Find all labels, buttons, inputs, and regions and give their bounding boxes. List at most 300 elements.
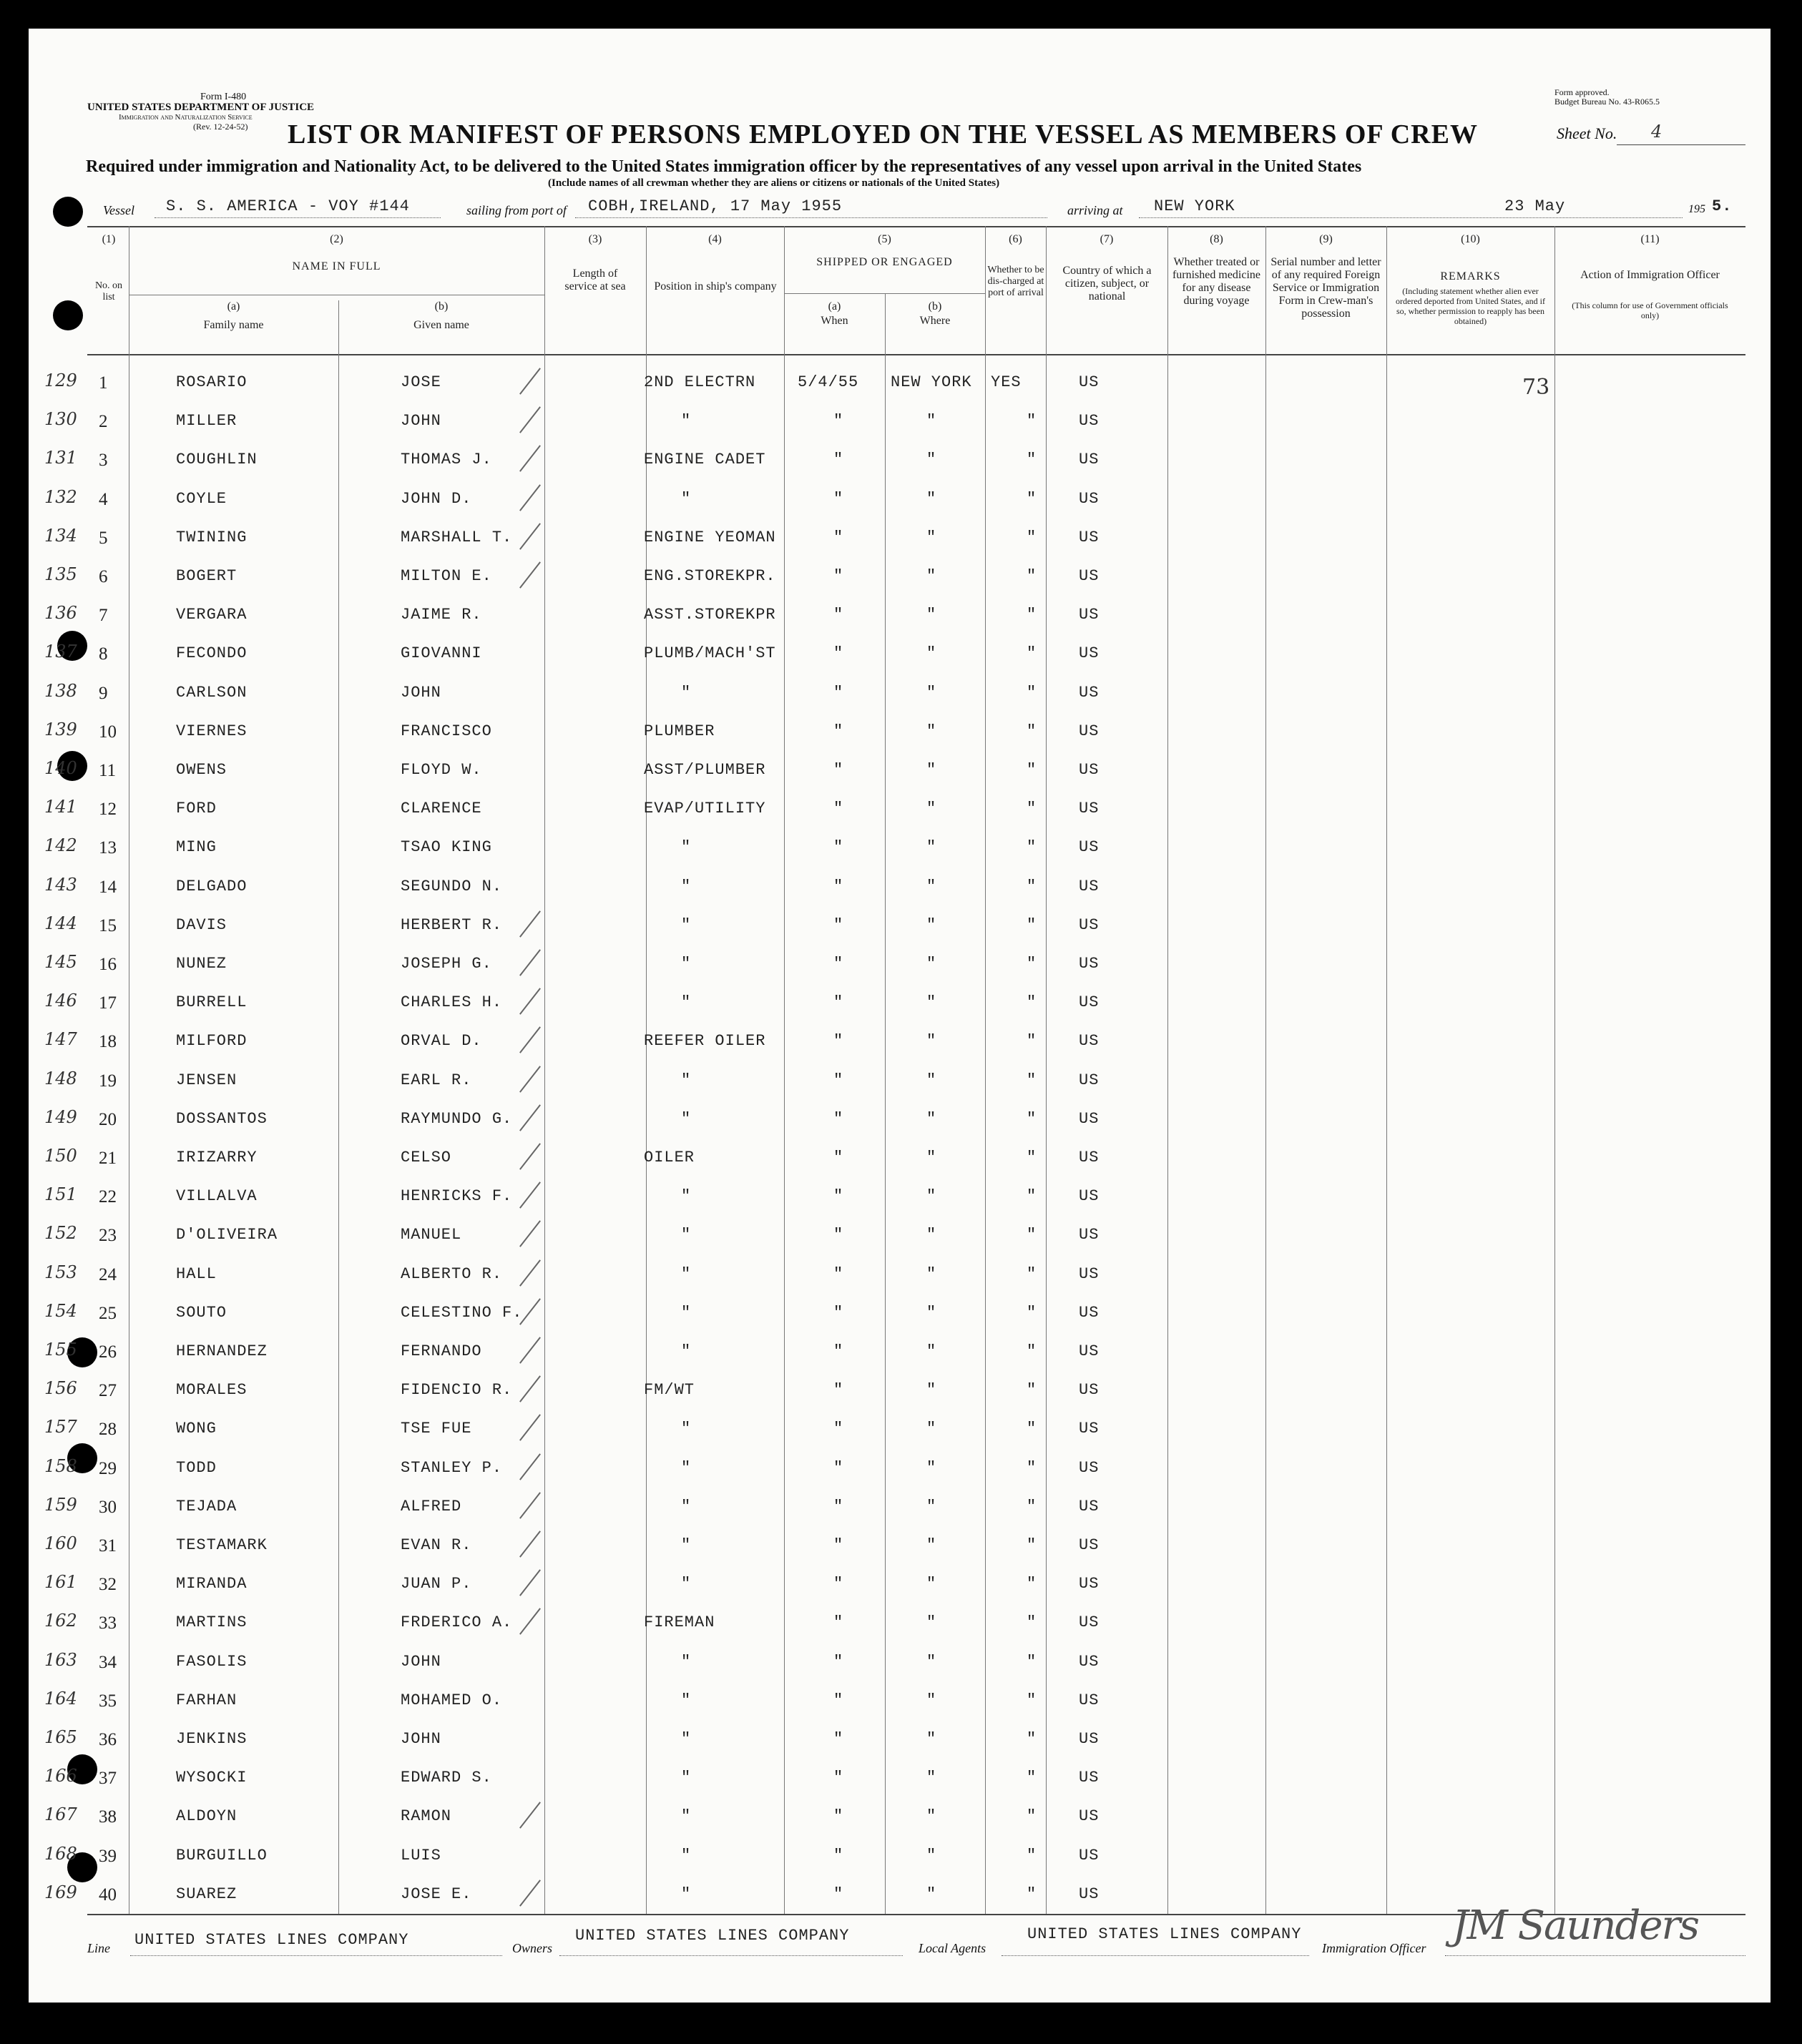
year-suffix: 5.	[1712, 197, 1733, 215]
row-handwritten-number: 164	[44, 1689, 77, 1709]
shipped-where: "	[926, 955, 937, 973]
family-name: DOSSANTOS	[176, 1110, 268, 1128]
check-mark	[519, 406, 541, 433]
row-handwritten-number: 162	[44, 1611, 77, 1631]
row-list-number: 29	[99, 1459, 117, 1478]
family-name: VIERNES	[176, 722, 248, 740]
discharge: "	[1027, 451, 1037, 468]
col-divider	[784, 226, 785, 1914]
country: US	[1079, 838, 1100, 856]
agents-value: UNITED STATES LINES COMPANY	[1027, 1925, 1302, 1943]
discharge: "	[1027, 838, 1037, 856]
country: US	[1079, 373, 1100, 391]
country: US	[1079, 1226, 1100, 1244]
position: "	[681, 1420, 692, 1438]
country: US	[1079, 684, 1100, 702]
given-name: HENRICKS F.	[401, 1187, 513, 1205]
position: "	[681, 1536, 692, 1554]
family-name: BOGERT	[176, 567, 238, 585]
country: US	[1079, 878, 1100, 895]
vessel-dotted	[155, 217, 441, 219]
family-name: D'OLIVEIRA	[176, 1226, 278, 1244]
position: "	[681, 878, 692, 895]
agents-dotted	[1002, 1955, 1309, 1957]
given-name: CELESTINO F.	[401, 1304, 523, 1322]
owners-dotted	[559, 1955, 903, 1957]
position: "	[681, 1304, 692, 1322]
shipped-where: "	[926, 1536, 937, 1554]
col-divider	[1265, 226, 1266, 1914]
position: "	[681, 1807, 692, 1825]
col10-subheader: (Including statement whether alien ever ordered deported from United States, and if so, whether permission to reapply has been obtained)	[1396, 286, 1545, 326]
check-mark	[519, 1298, 541, 1325]
col-divider	[985, 226, 986, 1914]
shipped-when: "	[833, 1187, 844, 1205]
row-list-number: 40	[99, 1885, 117, 1905]
family-name: JENSEN	[176, 1071, 238, 1089]
row-handwritten-number: 144	[44, 913, 77, 933]
row-list-number: 10	[99, 722, 117, 742]
position: ENGINE CADET	[644, 451, 766, 468]
family-name: MILLER	[176, 412, 238, 430]
row-handwritten-number: 145	[44, 952, 77, 972]
row-handwritten-number: 139	[44, 719, 77, 740]
shipped-where: "	[926, 722, 937, 740]
shipped-where: "	[926, 684, 937, 702]
given-name: EDWARD S.	[401, 1769, 492, 1787]
col5b-header: Where	[919, 315, 951, 327]
discharge: "	[1027, 1265, 1037, 1283]
shipped-when: "	[833, 761, 844, 779]
col11-num: (11)	[1640, 233, 1660, 245]
shipped-when: "	[833, 1730, 844, 1748]
family-name: TESTAMARK	[176, 1536, 268, 1554]
row-list-number: 37	[99, 1769, 117, 1788]
check-mark	[519, 949, 541, 976]
row-handwritten-number: 161	[44, 1572, 77, 1592]
shipped-when: "	[833, 1653, 844, 1671]
shipped-when: "	[833, 1885, 844, 1903]
remark-73: 73	[1522, 375, 1550, 400]
shipped-when: "	[833, 451, 844, 468]
country: US	[1079, 761, 1100, 779]
row-list-number: 18	[99, 1032, 117, 1051]
row-list-number: 21	[99, 1149, 117, 1168]
shipped-when: "	[833, 684, 844, 702]
family-name: ROSARIO	[176, 373, 248, 391]
sailing-dotted	[575, 217, 1047, 219]
col2b-header: Given name	[413, 319, 469, 331]
row-list-number: 3	[99, 451, 108, 470]
family-name: MING	[176, 838, 217, 856]
family-name: TWINING	[176, 529, 248, 546]
family-name: FORD	[176, 800, 217, 817]
check-mark	[519, 1608, 541, 1634]
col5a-num: (a)	[828, 300, 841, 313]
budget-bureau: Budget Bureau No. 43-R065.5	[1554, 97, 1660, 107]
discharge: "	[1027, 644, 1037, 662]
row-handwritten-number: 134	[44, 526, 77, 546]
row-handwritten-number: 136	[44, 603, 77, 623]
family-name: IRIZARRY	[176, 1149, 258, 1166]
shipped-where: "	[926, 529, 937, 546]
given-name: JOSE E.	[401, 1885, 472, 1903]
position: ASST/PLUMBER	[644, 761, 766, 779]
row-handwritten-number: 150	[44, 1146, 77, 1166]
position: 2ND ELECTRN	[644, 373, 756, 391]
sheet-underline	[1617, 144, 1745, 145]
country: US	[1079, 1885, 1100, 1903]
given-name: TSE FUE	[401, 1420, 472, 1438]
check-mark	[519, 445, 541, 471]
shipped-where: "	[926, 1071, 937, 1089]
row-list-number: 8	[99, 644, 108, 664]
position: "	[681, 1226, 692, 1244]
given-name: LUIS	[401, 1847, 441, 1864]
shipped-where: "	[926, 1807, 937, 1825]
discharge: "	[1027, 878, 1037, 895]
country: US	[1079, 1304, 1100, 1322]
col4-num: (4)	[708, 233, 722, 245]
row-handwritten-number: 135	[44, 564, 77, 584]
shipped-where: "	[926, 490, 937, 508]
shipped-where: "	[926, 1304, 937, 1322]
arrival-date: 23 May	[1504, 197, 1566, 215]
family-name: DAVIS	[176, 916, 227, 934]
row-list-number: 9	[99, 684, 108, 703]
shipped-where: "	[926, 1653, 937, 1671]
col5a-header: When	[821, 315, 848, 327]
shipped-where: "	[926, 838, 937, 856]
shipped-where: "	[926, 1381, 937, 1399]
position: "	[681, 1459, 692, 1477]
row-handwritten-number: 158	[44, 1456, 77, 1476]
shipped-where: "	[926, 1730, 937, 1748]
country: US	[1079, 1110, 1100, 1128]
revision: (Rev. 12-24-52)	[193, 122, 248, 132]
family-name: CARLSON	[176, 684, 248, 702]
family-name: ALDOYN	[176, 1807, 238, 1825]
country: US	[1079, 412, 1100, 430]
given-name: MARSHALL T.	[401, 529, 513, 546]
country: US	[1079, 1032, 1100, 1050]
shipped-when: "	[833, 1847, 844, 1864]
given-name: FRDERICO A.	[401, 1613, 513, 1631]
shipped-where: "	[926, 1342, 937, 1360]
subtitle: Required under immigration and Nationality Act, to be delivered to the United States immigration officer by the representatives of any vessel upon arrival in the United States	[86, 157, 1362, 176]
country: US	[1079, 916, 1100, 934]
line-value: UNITED STATES LINES COMPANY	[134, 1931, 409, 1949]
row-list-number: 38	[99, 1807, 117, 1827]
check-mark	[519, 1880, 541, 1906]
row-list-number: 34	[99, 1653, 117, 1672]
given-name: RAMON	[401, 1807, 452, 1825]
country: US	[1079, 1575, 1100, 1593]
position: ASST.STOREKPR	[644, 606, 776, 624]
shipped-where: "	[926, 1420, 937, 1438]
row-list-number: 4	[99, 490, 108, 509]
country: US	[1079, 1807, 1100, 1825]
country: US	[1079, 567, 1100, 585]
shipped-where: "	[926, 1691, 937, 1709]
shipped-when: "	[833, 838, 844, 856]
col2a-num: (a)	[227, 300, 240, 313]
shipped-when: "	[833, 916, 844, 934]
row-handwritten-number: 163	[44, 1650, 77, 1670]
arriving-dotted	[1139, 217, 1683, 219]
officer-signature: JM Saunders	[1452, 1902, 1698, 1949]
row-handwritten-number: 153	[44, 1262, 77, 1282]
country: US	[1079, 1653, 1100, 1671]
shipped-when: "	[833, 1342, 844, 1360]
check-mark	[519, 910, 541, 937]
row-list-number: 16	[99, 955, 117, 974]
given-name: STANLEY P.	[401, 1459, 503, 1477]
vessel-label: Vessel	[103, 203, 134, 217]
shipped-where: "	[926, 1613, 937, 1631]
row-list-number: 36	[99, 1730, 117, 1749]
country: US	[1079, 451, 1100, 468]
row-handwritten-number: 159	[44, 1495, 77, 1515]
family-name: WONG	[176, 1420, 217, 1438]
agents-label: Local Agents	[919, 1941, 986, 1955]
discharge: "	[1027, 1575, 1037, 1593]
col1-header: No. on list	[94, 280, 123, 303]
row-handwritten-number: 142	[44, 835, 77, 855]
row-handwritten-number: 155	[44, 1340, 77, 1360]
country: US	[1079, 1498, 1100, 1515]
country: US	[1079, 1381, 1100, 1399]
shipped-where: "	[926, 412, 937, 430]
shipped-when: "	[833, 644, 844, 662]
service: Immigration and Naturalization Service	[119, 113, 253, 122]
shipped-when: "	[833, 490, 844, 508]
position: "	[681, 1575, 692, 1593]
position: "	[681, 1187, 692, 1205]
family-name: COYLE	[176, 490, 227, 508]
discharge: "	[1027, 1885, 1037, 1903]
position: "	[681, 1110, 692, 1128]
row-list-number: 32	[99, 1575, 117, 1594]
row-handwritten-number: 149	[44, 1107, 77, 1127]
punch-hole	[53, 197, 83, 227]
row-list-number: 33	[99, 1613, 117, 1633]
shipped-when: "	[833, 1498, 844, 1515]
given-name: ALBERTO R.	[401, 1265, 503, 1283]
row-list-number: 22	[99, 1187, 117, 1207]
position: "	[681, 412, 692, 430]
row-handwritten-number: 151	[44, 1184, 77, 1204]
owners-label: Owners	[512, 1941, 553, 1955]
shipped-where: "	[926, 1847, 937, 1864]
check-mark	[519, 1259, 541, 1286]
country: US	[1079, 1613, 1100, 1631]
position: "	[681, 1653, 692, 1671]
shipped-where: "	[926, 1226, 937, 1244]
sailing-label: sailing from port of	[466, 203, 567, 217]
shipped-when: "	[833, 1613, 844, 1631]
discharge: "	[1027, 1613, 1037, 1631]
col2a-header: Family name	[203, 319, 264, 331]
col5-num: (5)	[878, 233, 891, 245]
position: "	[681, 838, 692, 856]
row-handwritten-number: 166	[44, 1766, 77, 1786]
shipped-when: "	[833, 1536, 844, 1554]
department: UNITED STATES DEPARTMENT OF JUSTICE	[87, 102, 315, 113]
shipped-when: "	[833, 1149, 844, 1166]
family-name: BURGUILLO	[176, 1847, 268, 1864]
position: ENG.STOREKPR.	[644, 567, 776, 585]
given-name: HERBERT R.	[401, 916, 503, 934]
discharge: "	[1027, 1730, 1037, 1748]
shipped-where: "	[926, 1110, 937, 1128]
officer-dotted	[1445, 1955, 1745, 1957]
shipped-where: "	[926, 451, 937, 468]
col2-num: (2)	[330, 233, 343, 245]
country: US	[1079, 955, 1100, 973]
discharge: "	[1027, 529, 1037, 546]
check-mark	[519, 523, 541, 549]
row-handwritten-number: 167	[44, 1804, 77, 1824]
row-list-number: 31	[99, 1536, 117, 1556]
col-divider	[885, 293, 886, 1914]
shipped-when: "	[833, 1381, 844, 1399]
country: US	[1079, 1769, 1100, 1787]
col7-header: Country of which a citizen, subject, or national	[1062, 265, 1152, 303]
row-list-number: 20	[99, 1110, 117, 1129]
country: US	[1079, 1847, 1100, 1864]
discharge: "	[1027, 1498, 1037, 1515]
position: "	[681, 490, 692, 508]
row-list-number: 25	[99, 1304, 117, 1323]
position: OILER	[644, 1149, 695, 1166]
given-name: JOHN	[401, 412, 441, 430]
shipped-where: "	[926, 1149, 937, 1166]
given-name: CHARLES H.	[401, 993, 503, 1011]
owners-value: UNITED STATES LINES COMPANY	[575, 1927, 850, 1945]
family-name: HALL	[176, 1265, 217, 1283]
position: "	[681, 1730, 692, 1748]
position: ENGINE YEOMAN	[644, 529, 776, 546]
given-name: EARL R.	[401, 1071, 472, 1089]
position: PLUMBER	[644, 722, 715, 740]
row-list-number: 13	[99, 838, 117, 858]
check-mark	[519, 1181, 541, 1208]
country: US	[1079, 1265, 1100, 1283]
row-list-number: 30	[99, 1498, 117, 1517]
family-name: BURRELL	[176, 993, 248, 1011]
country: US	[1079, 606, 1100, 624]
row-handwritten-number: 146	[44, 991, 77, 1011]
discharge: "	[1027, 684, 1037, 702]
row-list-number: 11	[99, 761, 117, 780]
col-divider	[338, 300, 339, 1914]
row-list-number: 5	[99, 529, 108, 548]
shipped-when: "	[833, 878, 844, 895]
given-name: GIOVANNI	[401, 644, 482, 662]
given-name: TSAO KING	[401, 838, 492, 856]
check-mark	[519, 368, 541, 394]
row-list-number: 15	[99, 916, 117, 935]
position: EVAP/UTILITY	[644, 800, 766, 817]
position: "	[681, 1847, 692, 1864]
country: US	[1079, 490, 1100, 508]
discharge: "	[1027, 412, 1037, 430]
arriving-label: arriving at	[1067, 203, 1123, 217]
shipped-when: "	[833, 1071, 844, 1089]
given-name: FRANCISCO	[401, 722, 492, 740]
given-name: JAIME R.	[401, 606, 482, 624]
row-handwritten-number: 157	[44, 1417, 77, 1437]
shipped-when: "	[833, 412, 844, 430]
check-mark	[519, 1143, 541, 1169]
shipped-when: "	[833, 800, 844, 817]
shipped-where: "	[926, 800, 937, 817]
check-mark	[519, 1375, 541, 1402]
family-name: FASOLIS	[176, 1653, 248, 1671]
country: US	[1079, 1536, 1100, 1554]
shipped-where: "	[926, 1885, 937, 1903]
family-name: SOUTO	[176, 1304, 227, 1322]
row-handwritten-number: 168	[44, 1844, 77, 1864]
shipped-where: "	[926, 1498, 937, 1515]
family-name: TODD	[176, 1459, 217, 1477]
country: US	[1079, 1420, 1100, 1438]
discharge: "	[1027, 1769, 1037, 1787]
check-mark	[519, 561, 541, 588]
given-name: THOMAS J.	[401, 451, 492, 468]
discharge: "	[1027, 722, 1037, 740]
country: US	[1079, 1342, 1100, 1360]
shipped-where: "	[926, 1575, 937, 1593]
given-name: CELSO	[401, 1149, 452, 1166]
check-mark	[519, 1492, 541, 1518]
given-name: FLOYD W.	[401, 761, 482, 779]
row-handwritten-number: 165	[44, 1727, 77, 1747]
shipped-when: "	[833, 529, 844, 546]
given-name: JOHN D.	[401, 490, 472, 508]
position: "	[681, 1885, 692, 1903]
given-name: JUAN P.	[401, 1575, 472, 1593]
col5-header: SHIPPED OR ENGAGED	[816, 256, 953, 268]
shipped-when: "	[833, 1769, 844, 1787]
country: US	[1079, 1691, 1100, 1709]
position: PLUMB/MACH'ST	[644, 644, 776, 662]
family-name: WYSOCKI	[176, 1769, 248, 1787]
family-name: HERNANDEZ	[176, 1342, 268, 1360]
row-handwritten-number: 143	[44, 875, 77, 895]
check-mark	[519, 988, 541, 1014]
country: US	[1079, 1730, 1100, 1748]
row-list-number: 35	[99, 1691, 117, 1711]
given-name: CLARENCE	[401, 800, 482, 817]
family-name: DELGADO	[176, 878, 248, 895]
family-name: SUAREZ	[176, 1885, 238, 1903]
row-list-number: 12	[99, 800, 117, 819]
check-mark	[519, 1026, 541, 1053]
line-label: Line	[87, 1941, 111, 1955]
discharge: "	[1027, 1381, 1037, 1399]
col8-header: Whether treated or furnished medicine for any disease during voyage	[1172, 256, 1261, 307]
shipped-subheader-line	[784, 293, 985, 294]
discharge: "	[1027, 1653, 1037, 1671]
form-number: Form I-480	[200, 92, 247, 102]
discharge: "	[1027, 1691, 1037, 1709]
col11-subheader: (This column for use of Government officials only)	[1572, 300, 1728, 320]
shipped-where: NEW YORK	[891, 373, 972, 391]
position: "	[681, 993, 692, 1011]
given-name: JOSE	[401, 373, 441, 391]
